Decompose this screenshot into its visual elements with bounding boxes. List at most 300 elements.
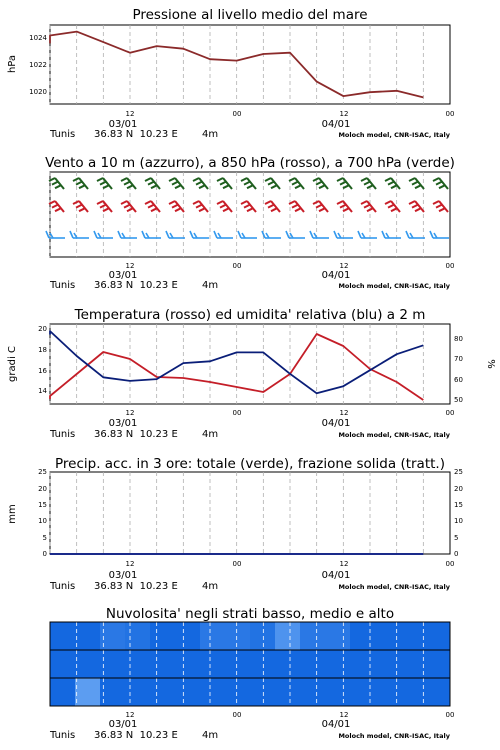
barb-feather	[340, 182, 346, 185]
wind-station-info	[49, 280, 451, 291]
barb-feather	[412, 205, 418, 208]
cloud-cell	[125, 678, 151, 706]
xtick-label: 12	[125, 262, 135, 270]
precipitation-panel	[7, 456, 463, 592]
cloud-cell	[325, 650, 351, 678]
date-label: 03/01	[108, 119, 138, 130]
station-coords: 36.83 N 10.23 E	[94, 581, 178, 592]
cloud-cell	[200, 650, 226, 678]
xtick-label: 00	[445, 711, 455, 719]
barb-feather	[124, 205, 130, 208]
wind-gridlines	[50, 172, 423, 257]
barb-feather	[148, 182, 154, 185]
cloud-cell	[125, 650, 151, 678]
pressure-ytick-label: 1022	[29, 61, 47, 69]
wind-barb	[313, 178, 328, 189]
cloud-cell	[100, 650, 126, 678]
model-credit: Moloch model, CNR-ISAC, Italy	[338, 131, 450, 139]
wind-barb	[118, 231, 137, 238]
barb-feather	[271, 208, 277, 211]
cloud-cell	[275, 650, 301, 678]
barb-feather	[214, 231, 217, 238]
barb-feather	[55, 208, 61, 211]
cloud-cell	[75, 650, 101, 678]
precipitation-yticks	[38, 468, 463, 558]
wind-barb	[358, 231, 377, 238]
cloud-cell	[150, 678, 176, 706]
pressure-ytick-label: 1024	[29, 34, 47, 42]
barb-feather	[199, 208, 205, 211]
cloud-cell	[100, 678, 126, 706]
barb-feather	[436, 182, 442, 185]
cloud-cells	[50, 622, 451, 706]
barb-feather	[433, 178, 439, 181]
barb-feather	[94, 231, 97, 238]
pressure-ytick-label: 1020	[29, 88, 47, 96]
xtick-label: 00	[232, 262, 242, 270]
precipitation-ytick-label-right: 0	[454, 550, 459, 558]
barb-feather	[244, 205, 250, 208]
station-name: Tunis	[50, 280, 76, 291]
station-elevation: 4m	[202, 129, 219, 140]
barb-feather	[124, 182, 130, 185]
barb-feather	[439, 208, 445, 211]
barb-feather	[97, 201, 103, 204]
cloud-cell	[150, 650, 176, 678]
barb-feather	[127, 208, 133, 211]
cloud-cell	[250, 678, 276, 706]
temperature-ytick-label: 18	[38, 346, 47, 354]
barb-feather	[361, 178, 367, 181]
xtick-label: 12	[339, 560, 349, 568]
xtick-label: 12	[339, 409, 349, 417]
barb-feather	[220, 182, 226, 185]
barb-feather	[127, 185, 133, 188]
barb-feather	[367, 208, 373, 211]
xtick-label: 00	[232, 560, 242, 568]
wind-barb	[193, 178, 208, 189]
barb-feather	[238, 231, 241, 238]
model-credit: Moloch model, CNR-ISAC, Italy	[338, 431, 450, 439]
cloud-cell	[300, 622, 326, 650]
station-coords: 36.83 N 10.23 E	[94, 280, 178, 291]
barb-feather	[190, 231, 193, 238]
barb-feather	[175, 208, 181, 211]
wind-barb	[430, 231, 449, 238]
humidity-ylabel: %	[485, 359, 496, 369]
barb-feather	[244, 182, 250, 185]
barb-feather	[121, 201, 127, 204]
precipitation-ytick-label: 25	[38, 468, 47, 476]
cloud-cell	[300, 650, 326, 678]
barb-feather	[73, 201, 79, 204]
pressure-station-info	[49, 129, 451, 140]
barb-feather	[100, 182, 106, 185]
pressure-xaxis	[109, 110, 455, 130]
wind-plot-area	[50, 172, 450, 257]
barb-feather	[241, 178, 247, 181]
pressure-ylabel: hPa	[7, 54, 18, 74]
wind-barb	[433, 201, 448, 212]
cloud-cell	[175, 650, 201, 678]
barb-feather	[433, 201, 439, 204]
barb-feather	[145, 201, 151, 204]
cloud-cell	[350, 622, 376, 650]
cloud-cell	[400, 622, 426, 650]
barb-feather	[292, 182, 298, 185]
humidity-ytick-label: 60	[454, 376, 463, 384]
barb-feather	[364, 205, 370, 208]
barb-feather	[169, 178, 175, 181]
wind-barb	[142, 231, 161, 238]
date-label: 03/01	[108, 418, 138, 429]
temperature-station-info	[49, 429, 451, 440]
wind-barb	[433, 178, 448, 189]
cloud-cell	[175, 622, 201, 650]
wind-barb	[265, 201, 280, 212]
date-label: 04/01	[321, 418, 351, 429]
wind-barb	[385, 178, 400, 189]
barb-feather	[97, 178, 103, 181]
wind-barb	[313, 201, 328, 212]
wind-barb	[73, 178, 88, 189]
barb-feather	[385, 178, 391, 181]
humidity-ytick-label: 80	[454, 335, 463, 343]
wind-barb	[97, 201, 112, 212]
station-coords: 36.83 N 10.23 E	[94, 730, 178, 741]
wind-barb	[193, 201, 208, 212]
humidity-yticks	[454, 335, 463, 404]
wind-barb	[97, 178, 112, 189]
precipitation-ylabel: mm	[7, 504, 18, 524]
barb-feather	[247, 208, 253, 211]
barb-feather	[289, 178, 295, 181]
pressure-title: Pressione al livello medio del mare	[132, 7, 368, 23]
cloud-cell	[225, 650, 251, 678]
barb-feather	[391, 185, 397, 188]
barb-feather	[430, 231, 433, 238]
precipitation-ytick-label: 20	[38, 485, 47, 493]
cloud-cell	[225, 622, 251, 650]
cloud-cell	[75, 622, 101, 650]
barb-feather	[319, 208, 325, 211]
cloud-cell	[50, 622, 76, 650]
model-credit: Moloch model, CNR-ISAC, Italy	[338, 583, 450, 591]
barb-feather	[46, 231, 49, 238]
cloud-cell	[125, 622, 151, 650]
barb-feather	[439, 185, 445, 188]
barb-feather	[388, 205, 394, 208]
barb-feather	[100, 205, 106, 208]
xtick-label: 00	[232, 409, 242, 417]
barb-feather	[313, 201, 319, 204]
precipitation-ytick-label-right: 25	[454, 468, 463, 476]
cloud-cell	[325, 678, 351, 706]
xtick-label: 12	[125, 711, 135, 719]
barb-feather	[79, 208, 85, 211]
barb-feather	[391, 208, 397, 211]
date-label: 04/01	[321, 570, 351, 581]
cloud-cell	[100, 622, 126, 650]
pressure-yticks	[29, 34, 47, 96]
wind-xaxis	[109, 262, 455, 281]
barb-feather	[166, 231, 169, 238]
precipitation-station-info	[49, 581, 451, 592]
temperature-ytick-label: 16	[38, 367, 47, 375]
xtick-label: 00	[445, 110, 455, 118]
humidity-ytick-label: 70	[454, 355, 463, 363]
wind-barb	[49, 178, 64, 189]
wind-barb	[166, 231, 185, 238]
xtick-label: 12	[125, 560, 135, 568]
cloud-cell	[350, 678, 376, 706]
wind-barb	[70, 231, 89, 238]
barb-feather	[343, 185, 349, 188]
xtick-label: 12	[125, 409, 135, 417]
barb-feather	[286, 231, 289, 238]
barb-feather	[412, 182, 418, 185]
barb-feather	[358, 231, 361, 238]
barb-feather	[220, 205, 226, 208]
barb-feather	[79, 185, 85, 188]
temperature-ylabel: gradi C	[7, 346, 18, 382]
barb-feather	[172, 182, 178, 185]
barb-feather	[316, 205, 322, 208]
cloud-cell	[250, 622, 276, 650]
barb-feather	[76, 205, 82, 208]
barb-feather	[334, 231, 337, 238]
barb-feather	[103, 208, 109, 211]
date-label: 04/01	[321, 719, 351, 730]
precipitation-title: Precip. acc. in 3 ore: totale (verde), frazione solida (tratt.)	[55, 456, 445, 472]
barb-feather	[406, 231, 409, 238]
date-label: 04/01	[321, 270, 351, 281]
barb-feather	[382, 231, 385, 238]
barb-feather	[319, 185, 325, 188]
barb-feather	[313, 178, 319, 181]
temperature-plot-area	[50, 324, 450, 404]
barb-feather	[52, 205, 58, 208]
station-name: Tunis	[50, 429, 76, 440]
cloud-station-info	[49, 730, 451, 741]
date-label: 04/01	[321, 119, 351, 130]
wind-barb	[262, 231, 281, 238]
cloud-cell	[275, 622, 301, 650]
wind-barb	[46, 231, 65, 238]
station-elevation: 4m	[202, 581, 219, 592]
cloud-cell	[150, 622, 176, 650]
barb-feather	[295, 208, 301, 211]
wind-barb	[145, 201, 160, 212]
barb-feather	[265, 178, 271, 181]
temperature-gridlines	[50, 324, 423, 404]
station-elevation: 4m	[202, 429, 219, 440]
barb-feather	[223, 208, 229, 211]
wind-barb	[406, 231, 425, 238]
wind-barb	[217, 178, 232, 189]
barb-feather	[415, 185, 421, 188]
wind-panel	[45, 155, 455, 291]
precipitation-ytick-label: 15	[38, 501, 47, 509]
barb-feather	[145, 178, 151, 181]
cloud-cell	[225, 678, 251, 706]
barb-feather	[121, 178, 127, 181]
barb-feather	[217, 201, 223, 204]
wind-barb	[238, 231, 257, 238]
barb-feather	[409, 178, 415, 181]
date-label: 03/01	[108, 570, 138, 581]
pressure-panel	[7, 7, 454, 140]
xtick-label: 12	[339, 110, 349, 118]
cloud-cell	[350, 650, 376, 678]
wind-barb	[385, 201, 400, 212]
xtick-label: 00	[445, 560, 455, 568]
barb-feather	[151, 208, 157, 211]
cloud-title: Nuvolosita' negli strati basso, medio e alto	[105, 606, 395, 622]
precipitation-gridlines	[50, 472, 423, 554]
humidity-ytick-label: 50	[454, 396, 463, 404]
precipitation-ytick-label-right: 10	[454, 517, 463, 525]
wind-barb	[241, 178, 256, 189]
cloud-cell	[425, 650, 451, 678]
cloud-cell	[250, 650, 276, 678]
barb-feather	[169, 201, 175, 204]
cloud-cell	[275, 678, 301, 706]
wind-barb	[289, 201, 304, 212]
precipitation-ytick-label-right: 20	[454, 485, 463, 493]
wind-barb	[409, 201, 424, 212]
barb-feather	[70, 231, 73, 238]
station-coords: 36.83 N 10.23 E	[94, 129, 178, 140]
barb-feather	[172, 205, 178, 208]
barb-feather	[436, 205, 442, 208]
cloud-xaxis	[109, 711, 455, 730]
cloud-cell	[50, 678, 76, 706]
barb-feather	[118, 231, 121, 238]
barb-feather	[175, 185, 181, 188]
station-coords: 36.83 N 10.23 E	[94, 429, 178, 440]
wind-barb	[310, 231, 329, 238]
station-name: Tunis	[50, 730, 76, 741]
precipitation-plot-area	[50, 472, 450, 554]
wind-barb	[214, 231, 233, 238]
wind-barb	[361, 201, 376, 212]
precipitation-ytick-label: 10	[38, 517, 47, 525]
wind-barb	[337, 178, 352, 189]
barb-feather	[367, 185, 373, 188]
barb-feather	[193, 178, 199, 181]
station-name: Tunis	[50, 129, 76, 140]
wind-barb	[73, 201, 88, 212]
cloud-cell	[200, 678, 226, 706]
barb-feather	[337, 178, 343, 181]
cloud-cell	[175, 678, 201, 706]
wind-barb	[382, 231, 401, 238]
barb-feather	[385, 201, 391, 204]
xtick-label: 00	[445, 262, 455, 270]
cloud-cell	[400, 678, 426, 706]
barb-feather	[73, 178, 79, 181]
wind-title: Vento a 10 m (azzurro), a 850 hPa (rosso), a 700 hPa (verde)	[45, 155, 455, 171]
barb-feather	[361, 201, 367, 204]
date-label: 03/01	[108, 719, 138, 730]
station-elevation: 4m	[202, 280, 219, 291]
barb-feather	[268, 205, 274, 208]
barb-feather	[295, 185, 301, 188]
wind-barb	[121, 178, 136, 189]
cloud-panel	[49, 606, 454, 741]
precipitation-ytick-label: 0	[42, 550, 47, 558]
barb-feather	[193, 201, 199, 204]
barb-feather	[364, 182, 370, 185]
station-elevation: 4m	[202, 730, 219, 741]
temperature-xaxis	[109, 409, 455, 429]
xtick-label: 00	[232, 711, 242, 719]
barb-feather	[196, 182, 202, 185]
barb-feather	[148, 205, 154, 208]
temperature-ytick-label: 20	[38, 325, 47, 333]
barb-feather	[337, 201, 343, 204]
wind-barb	[217, 201, 232, 212]
barb-feather	[142, 231, 145, 238]
pressure-plot-area	[50, 25, 450, 104]
precipitation-ytick-label: 5	[42, 534, 47, 542]
cloud-cell	[425, 622, 451, 650]
barb-feather	[310, 231, 313, 238]
barb-feather	[265, 201, 271, 204]
wind-barb	[169, 201, 184, 212]
precipitation-ytick-label-right: 5	[454, 534, 459, 542]
wind-barb	[337, 201, 352, 212]
temperature-ytick-label: 14	[38, 387, 47, 395]
wind-barb	[169, 178, 184, 189]
wind-barb	[286, 231, 305, 238]
temperature-yticks	[38, 325, 47, 395]
wind-barb	[121, 201, 136, 212]
model-credit: Moloch model, CNR-ISAC, Italy	[338, 732, 450, 740]
barb-feather	[247, 185, 253, 188]
barb-feather	[271, 185, 277, 188]
cloud-cell	[75, 678, 101, 706]
barb-feather	[52, 182, 58, 185]
barb-feather	[292, 205, 298, 208]
wind-barb	[190, 231, 209, 238]
wind-barbs	[46, 178, 449, 238]
cloud-cell	[425, 678, 451, 706]
barb-feather	[241, 201, 247, 204]
barb-feather	[415, 208, 421, 211]
model-credit: Moloch model, CNR-ISAC, Italy	[338, 282, 450, 290]
barb-feather	[268, 182, 274, 185]
wind-barb	[49, 201, 64, 212]
barb-feather	[388, 182, 394, 185]
xtick-label: 12	[339, 262, 349, 270]
date-label: 03/01	[108, 270, 138, 281]
barb-feather	[55, 185, 61, 188]
precipitation-ytick-label-right: 15	[454, 501, 463, 509]
xtick-label: 00	[445, 409, 455, 417]
barb-feather	[217, 178, 223, 181]
barb-feather	[223, 185, 229, 188]
wind-barb	[241, 201, 256, 212]
barb-feather	[409, 201, 415, 204]
barb-feather	[151, 185, 157, 188]
wind-barb	[289, 178, 304, 189]
cloud-cell	[50, 650, 76, 678]
temperature-title: Temperatura (rosso) ed umidita' relativa (blu) a 2 m	[74, 307, 426, 323]
barb-feather	[196, 205, 202, 208]
temperature-panel	[7, 307, 496, 440]
